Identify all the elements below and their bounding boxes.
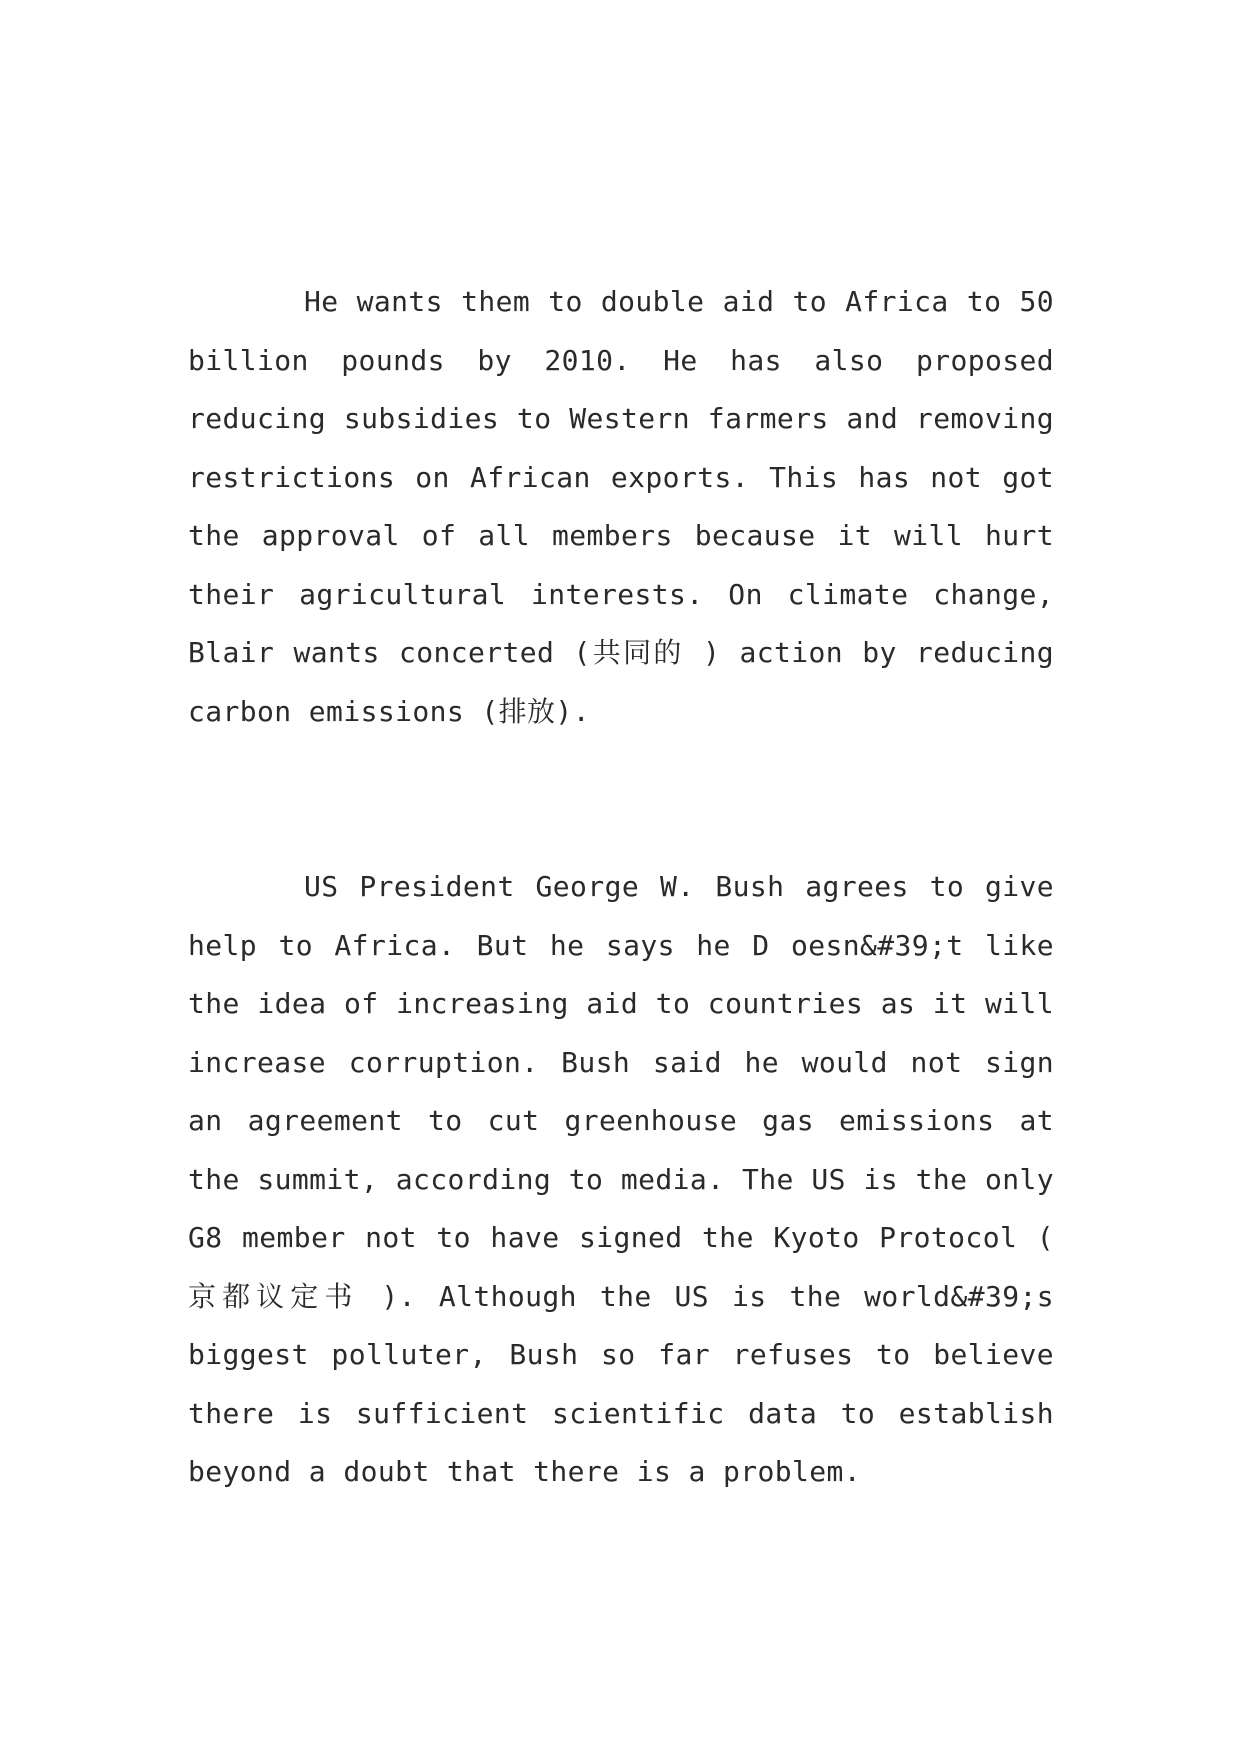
paragraph-us-president-bush: US President George W. Bush agrees to give help to Africa. But he says he D oesn&#39;t like the idea of increasing aid to countries as it will increase corruption. Bush said he would not sign an agreement to cut greenhouse gas emissions at the summit, according to media. The US is the only G8 member not to have signed the Kyoto Protocol ( 京都议定书 ). Although the US is the world&#39;s biggest polluter, Bush so far refuses to believe there is sufficient scientific data to establish beyond a doubt that there is a problem. (188, 870, 1054, 1488)
paragraph-g8-africa-aid: He wants them to double aid to Africa to 50 billion pounds by 2010. He has also proposed reducing subsidies to Western farmers and removing restrictions on African exports. This has not got the approval of all members because it will hurt their agricultural interests. On climate change, Blair wants concerted (共同的 ) action by reducing carbon emissions (排放). (188, 285, 1054, 728)
